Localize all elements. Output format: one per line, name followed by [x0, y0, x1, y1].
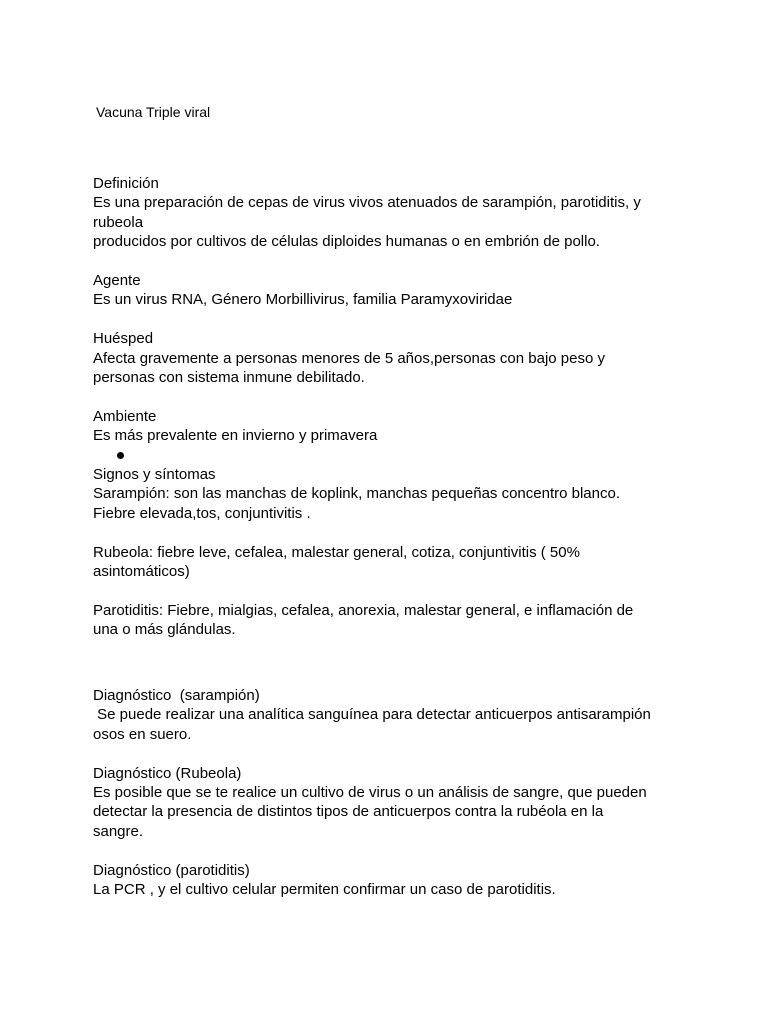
section-heading: Agente: [93, 272, 141, 290]
section-agente: [93, 271, 693, 310]
document-title: Vacuna Triple viral: [96, 104, 211, 120]
section-ambiente: [93, 407, 693, 446]
section-heading: Diagnóstico (Rubeola): [93, 764, 242, 782]
paragraph-line: Es una preparación de cepas de virus vivos atenuados de sarampión, parotiditis, y: [93, 194, 641, 212]
section-heading: Diagnóstico (parotiditis): [93, 861, 250, 879]
paragraph-line: Fiebre elevada,tos, conjuntivitis .: [93, 504, 311, 522]
paragraph-line: asintomáticos): [93, 563, 190, 581]
paragraph-line: Se puede realizar una analítica sanguínea para detectar anticuerpos antisarampión: [93, 706, 651, 724]
blank-line: [93, 523, 693, 542]
blank-line: [93, 659, 693, 686]
section-heading: Signos y síntomas: [93, 466, 216, 484]
paragraph-line: sangre.: [93, 822, 144, 840]
empty-bullet-item: [93, 446, 693, 465]
section-diagnostico-rubeola: [93, 764, 693, 842]
section-heading: Diagnóstico (sarampión): [93, 687, 260, 705]
paragraph-line: personas con sistema inmune debilitado.: [93, 369, 365, 387]
blank-line: [93, 252, 693, 271]
paragraph-line: La PCR , y el cultivo celular permiten confirmar un caso de parotiditis.: [93, 881, 556, 899]
section-huesped: [93, 329, 693, 387]
blank-line: [93, 310, 693, 329]
paragraph-line: Es más prevalente en invierno y primavera: [93, 427, 378, 445]
blank-line: [93, 640, 693, 659]
blank-line: [93, 841, 693, 860]
paragraph-line: osos en suero.: [93, 725, 192, 743]
section-heading: Huésped: [93, 330, 154, 348]
paragraph-line: una o más glándulas.: [93, 621, 236, 639]
paragraph-line: Afecta gravemente a personas menores de 5 años,personas con bajo peso y: [93, 349, 605, 367]
document-body: [93, 174, 693, 899]
blank-line: [93, 581, 693, 600]
paragraph-line: rubeola: [93, 213, 144, 231]
section-diagnostico-parotiditis: [93, 861, 693, 900]
paragraph-line: Sarampión: son las manchas de koplink, manchas pequeñas concentro blanco.: [93, 485, 620, 503]
paragraph-line: Rubeola: fiebre leve, cefalea, malestar general, cotiza, conjuntivitis ( 50%: [93, 543, 580, 561]
paragraph-line: detectar la presencia de distintos tipos de anticuerpos contra la rubéola en la: [93, 803, 604, 821]
bullet-icon: [117, 452, 124, 459]
section-signos: [93, 465, 693, 640]
section-heading: Definición: [93, 175, 159, 192]
paragraph-line: Parotiditis: Fiebre, mialgias, cefalea, anorexia, malestar general, e inflamación de: [93, 601, 634, 619]
section-heading: Ambiente: [93, 407, 157, 425]
blank-line: [93, 744, 693, 763]
section-definicion: [93, 174, 693, 252]
paragraph-line: Es posible que se te realice un cultivo de virus o un análisis de sangre, que pueden: [93, 784, 647, 802]
paragraph-line: Es un virus RNA, Género Morbillivirus, familia Paramyxoviridae: [93, 291, 513, 309]
blank-line: [93, 387, 693, 406]
section-diagnostico-sarampion: [93, 686, 693, 744]
paragraph-line: producidos por cultivos de células diploides humanas o en embrión de pollo.: [93, 233, 600, 251]
